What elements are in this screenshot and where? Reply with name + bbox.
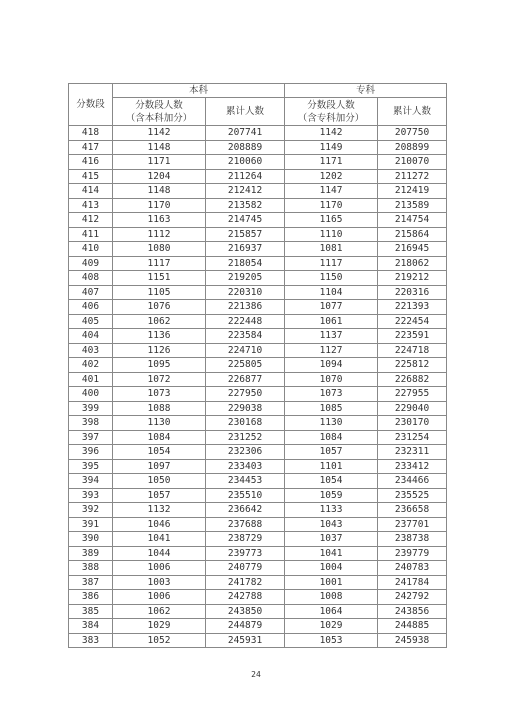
zhuanke-cumulative-cell: 225812 <box>378 358 447 373</box>
table-row <box>69 358 447 373</box>
table-row <box>69 126 447 141</box>
zhuanke-cumulative-cell: 238738 <box>378 532 447 547</box>
benke-count-cell: 1029 <box>113 619 206 634</box>
score-cell: 415 <box>69 169 113 184</box>
score-cell: 407 <box>69 285 113 300</box>
benke-cumulative-cell: 237688 <box>206 517 285 532</box>
score-cell: 390 <box>69 532 113 547</box>
zhuanke-cumulative-cell: 215864 <box>378 227 447 242</box>
zhuanke-cumulative-cell: 240783 <box>378 561 447 576</box>
zhuanke-count-cell: 1001 <box>285 575 378 590</box>
benke-cumulative-cell: 207741 <box>206 126 285 141</box>
zhuanke-count-cell: 1171 <box>285 155 378 170</box>
benke-cumulative-cell: 216937 <box>206 242 285 257</box>
benke-cumulative-cell: 235510 <box>206 488 285 503</box>
benke-count-cell: 1151 <box>113 271 206 286</box>
score-cell: 418 <box>69 126 113 141</box>
zhuanke-count-cell: 1077 <box>285 300 378 315</box>
zhuanke-count-cell: 1064 <box>285 604 378 619</box>
score-cell: 401 <box>69 372 113 387</box>
zhuanke-cumulative-cell: 219212 <box>378 271 447 286</box>
table-row <box>69 387 447 402</box>
benke-cumulative-cell: 238729 <box>206 532 285 547</box>
header-benke-cumulative: 累计人数 <box>206 98 285 126</box>
score-cell: 405 <box>69 314 113 329</box>
zhuanke-count-cell: 1053 <box>285 633 378 648</box>
header-zhuanke-count-line2: （含专科加分） <box>297 112 365 124</box>
benke-cumulative-cell: 211264 <box>206 169 285 184</box>
zhuanke-count-cell: 1130 <box>285 416 378 431</box>
zhuanke-cumulative-cell: 230170 <box>378 416 447 431</box>
score-cell: 412 <box>69 213 113 228</box>
zhuanke-count-cell: 1149 <box>285 140 378 155</box>
zhuanke-cumulative-cell: 239779 <box>378 546 447 561</box>
table-row <box>69 285 447 300</box>
score-cell: 395 <box>69 459 113 474</box>
zhuanke-count-cell: 1142 <box>285 126 378 141</box>
zhuanke-cumulative-cell: 232311 <box>378 445 447 460</box>
header-zhuanke-cumulative: 累计人数 <box>378 98 447 126</box>
table-row <box>69 503 447 518</box>
header-score-band: 分数段 <box>69 84 113 126</box>
benke-cumulative-cell: 212412 <box>206 184 285 199</box>
zhuanke-count-cell: 1043 <box>285 517 378 532</box>
zhuanke-cumulative-cell: 237701 <box>378 517 447 532</box>
table-row <box>69 401 447 416</box>
table-row <box>69 300 447 315</box>
table-row <box>69 329 447 344</box>
table-row <box>69 619 447 634</box>
table-row <box>69 474 447 489</box>
score-cell: 397 <box>69 430 113 445</box>
benke-count-cell: 1003 <box>113 575 206 590</box>
benke-cumulative-cell: 225805 <box>206 358 285 373</box>
benke-cumulative-cell: 233403 <box>206 459 285 474</box>
zhuanke-cumulative-cell: 224718 <box>378 343 447 358</box>
header-benke-count-line2: （含本科加分） <box>125 112 193 124</box>
zhuanke-count-cell: 1110 <box>285 227 378 242</box>
header-benke-count-line1: 分数段人数 <box>135 99 183 111</box>
benke-cumulative-cell: 224710 <box>206 343 285 358</box>
zhuanke-count-cell: 1202 <box>285 169 378 184</box>
benke-cumulative-cell: 215857 <box>206 227 285 242</box>
benke-count-cell: 1062 <box>113 314 206 329</box>
zhuanke-count-cell: 1165 <box>285 213 378 228</box>
score-cell: 413 <box>69 198 113 213</box>
page-number: 24 <box>251 670 261 679</box>
benke-cumulative-cell: 243850 <box>206 604 285 619</box>
score-cell: 398 <box>69 416 113 431</box>
score-cell: 409 <box>69 256 113 271</box>
zhuanke-count-cell: 1127 <box>285 343 378 358</box>
score-cell: 416 <box>69 155 113 170</box>
zhuanke-cumulative-cell: 229040 <box>378 401 447 416</box>
benke-count-cell: 1088 <box>113 401 206 416</box>
score-cell: 414 <box>69 184 113 199</box>
benke-count-cell: 1170 <box>113 198 206 213</box>
score-cell: 400 <box>69 387 113 402</box>
table-row <box>69 227 447 242</box>
table-row <box>69 517 447 532</box>
zhuanke-cumulative-cell: 218062 <box>378 256 447 271</box>
zhuanke-cumulative-cell: 242792 <box>378 590 447 605</box>
zhuanke-count-cell: 1170 <box>285 198 378 213</box>
score-cell: 385 <box>69 604 113 619</box>
zhuanke-count-cell: 1029 <box>285 619 378 634</box>
header-zhuanke-count <box>285 98 378 126</box>
table-row <box>69 590 447 605</box>
zhuanke-count-cell: 1084 <box>285 430 378 445</box>
zhuanke-count-cell: 1073 <box>285 387 378 402</box>
zhuanke-count-cell: 1059 <box>285 488 378 503</box>
benke-cumulative-cell: 219205 <box>206 271 285 286</box>
table-row <box>69 242 447 257</box>
zhuanke-count-cell: 1070 <box>285 372 378 387</box>
table-row <box>69 604 447 619</box>
benke-cumulative-cell: 230168 <box>206 416 285 431</box>
benke-count-cell: 1057 <box>113 488 206 503</box>
benke-cumulative-cell: 240779 <box>206 561 285 576</box>
zhuanke-cumulative-cell: 208899 <box>378 140 447 155</box>
benke-count-cell: 1132 <box>113 503 206 518</box>
benke-cumulative-cell: 232306 <box>206 445 285 460</box>
benke-cumulative-cell: 226877 <box>206 372 285 387</box>
table-row <box>69 445 447 460</box>
benke-cumulative-cell: 244879 <box>206 619 285 634</box>
benke-count-cell: 1044 <box>113 546 206 561</box>
score-cell: 406 <box>69 300 113 315</box>
score-cell: 394 <box>69 474 113 489</box>
benke-cumulative-cell: 242788 <box>206 590 285 605</box>
score-cell: 399 <box>69 401 113 416</box>
table-row <box>69 430 447 445</box>
zhuanke-count-cell: 1004 <box>285 561 378 576</box>
table-row <box>69 459 447 474</box>
benke-cumulative-cell: 229038 <box>206 401 285 416</box>
benke-count-cell: 1073 <box>113 387 206 402</box>
table-row <box>69 140 447 155</box>
zhuanke-count-cell: 1094 <box>285 358 378 373</box>
zhuanke-count-cell: 1101 <box>285 459 378 474</box>
benke-count-cell: 1006 <box>113 590 206 605</box>
zhuanke-cumulative-cell: 241784 <box>378 575 447 590</box>
zhuanke-cumulative-cell: 245938 <box>378 633 447 648</box>
table-body <box>69 126 447 648</box>
table-row <box>69 546 447 561</box>
benke-count-cell: 1097 <box>113 459 206 474</box>
zhuanke-count-cell: 1147 <box>285 184 378 199</box>
score-cell: 417 <box>69 140 113 155</box>
zhuanke-count-cell: 1117 <box>285 256 378 271</box>
zhuanke-cumulative-cell: 243856 <box>378 604 447 619</box>
zhuanke-count-cell: 1104 <box>285 285 378 300</box>
zhuanke-count-cell: 1085 <box>285 401 378 416</box>
benke-cumulative-cell: 241782 <box>206 575 285 590</box>
zhuanke-cumulative-cell: 227955 <box>378 387 447 402</box>
zhuanke-cumulative-cell: 220316 <box>378 285 447 300</box>
benke-count-cell: 1142 <box>113 126 206 141</box>
benke-count-cell: 1052 <box>113 633 206 648</box>
benke-count-cell: 1050 <box>113 474 206 489</box>
zhuanke-cumulative-cell: 231254 <box>378 430 447 445</box>
score-cell: 393 <box>69 488 113 503</box>
benke-cumulative-cell: 227950 <box>206 387 285 402</box>
header-group-zhuanke: 专科 <box>285 84 447 98</box>
score-cell: 392 <box>69 503 113 518</box>
zhuanke-count-cell: 1054 <box>285 474 378 489</box>
score-cell: 389 <box>69 546 113 561</box>
benke-count-cell: 1041 <box>113 532 206 547</box>
score-cell: 396 <box>69 445 113 460</box>
table-row <box>69 343 447 358</box>
score-distribution-table <box>68 83 447 648</box>
benke-count-cell: 1080 <box>113 242 206 257</box>
zhuanke-cumulative-cell: 211272 <box>378 169 447 184</box>
zhuanke-count-cell: 1041 <box>285 546 378 561</box>
zhuanke-count-cell: 1081 <box>285 242 378 257</box>
table-row <box>69 633 447 648</box>
benke-cumulative-cell: 245931 <box>206 633 285 648</box>
zhuanke-count-cell: 1037 <box>285 532 378 547</box>
benke-cumulative-cell: 208889 <box>206 140 285 155</box>
score-cell: 383 <box>69 633 113 648</box>
zhuanke-count-cell: 1137 <box>285 329 378 344</box>
score-cell: 408 <box>69 271 113 286</box>
zhuanke-cumulative-cell: 214754 <box>378 213 447 228</box>
zhuanke-count-cell: 1057 <box>285 445 378 460</box>
zhuanke-cumulative-cell: 212419 <box>378 184 447 199</box>
header-zhuanke-count-line1: 分数段人数 <box>307 99 355 111</box>
table-row <box>69 372 447 387</box>
benke-count-cell: 1163 <box>113 213 206 228</box>
benke-count-cell: 1204 <box>113 169 206 184</box>
benke-count-cell: 1095 <box>113 358 206 373</box>
score-cell: 402 <box>69 358 113 373</box>
score-cell: 411 <box>69 227 113 242</box>
benke-count-cell: 1148 <box>113 140 206 155</box>
zhuanke-cumulative-cell: 236658 <box>378 503 447 518</box>
header-group-benke: 本科 <box>113 84 285 98</box>
table-row <box>69 314 447 329</box>
benke-cumulative-cell: 234453 <box>206 474 285 489</box>
table-row <box>69 561 447 576</box>
table-row <box>69 271 447 286</box>
zhuanke-cumulative-cell: 221393 <box>378 300 447 315</box>
zhuanke-cumulative-cell: 207750 <box>378 126 447 141</box>
benke-count-cell: 1046 <box>113 517 206 532</box>
zhuanke-cumulative-cell: 234466 <box>378 474 447 489</box>
zhuanke-cumulative-cell: 213589 <box>378 198 447 213</box>
score-cell: 391 <box>69 517 113 532</box>
score-cell: 410 <box>69 242 113 257</box>
zhuanke-count-cell: 1008 <box>285 590 378 605</box>
benke-cumulative-cell: 214745 <box>206 213 285 228</box>
table-row <box>69 416 447 431</box>
score-cell: 404 <box>69 329 113 344</box>
benke-cumulative-cell: 218054 <box>206 256 285 271</box>
table-row <box>69 155 447 170</box>
benke-count-cell: 1126 <box>113 343 206 358</box>
benke-cumulative-cell: 221386 <box>206 300 285 315</box>
zhuanke-cumulative-cell: 244885 <box>378 619 447 634</box>
benke-cumulative-cell: 236642 <box>206 503 285 518</box>
score-cell: 386 <box>69 590 113 605</box>
benke-cumulative-cell: 239773 <box>206 546 285 561</box>
zhuanke-count-cell: 1061 <box>285 314 378 329</box>
benke-cumulative-cell: 210060 <box>206 155 285 170</box>
table-row <box>69 488 447 503</box>
score-cell: 384 <box>69 619 113 634</box>
score-cell: 388 <box>69 561 113 576</box>
benke-count-cell: 1072 <box>113 372 206 387</box>
benke-count-cell: 1112 <box>113 227 206 242</box>
benke-count-cell: 1148 <box>113 184 206 199</box>
score-cell: 387 <box>69 575 113 590</box>
benke-cumulative-cell: 213582 <box>206 198 285 213</box>
zhuanke-count-cell: 1133 <box>285 503 378 518</box>
zhuanke-cumulative-cell: 235525 <box>378 488 447 503</box>
benke-count-cell: 1054 <box>113 445 206 460</box>
header-benke-count <box>113 98 206 126</box>
table-row <box>69 198 447 213</box>
benke-cumulative-cell: 223584 <box>206 329 285 344</box>
benke-count-cell: 1062 <box>113 604 206 619</box>
zhuanke-cumulative-cell: 223591 <box>378 329 447 344</box>
benke-count-cell: 1006 <box>113 561 206 576</box>
zhuanke-count-cell: 1150 <box>285 271 378 286</box>
score-cell: 403 <box>69 343 113 358</box>
zhuanke-cumulative-cell: 222454 <box>378 314 447 329</box>
benke-count-cell: 1171 <box>113 155 206 170</box>
zhuanke-cumulative-cell: 226882 <box>378 372 447 387</box>
zhuanke-cumulative-cell: 210070 <box>378 155 447 170</box>
benke-cumulative-cell: 220310 <box>206 285 285 300</box>
benke-count-cell: 1105 <box>113 285 206 300</box>
benke-cumulative-cell: 231252 <box>206 430 285 445</box>
table-row <box>69 575 447 590</box>
benke-count-cell: 1130 <box>113 416 206 431</box>
benke-count-cell: 1076 <box>113 300 206 315</box>
zhuanke-cumulative-cell: 233412 <box>378 459 447 474</box>
table-row <box>69 532 447 547</box>
zhuanke-cumulative-cell: 216945 <box>378 242 447 257</box>
benke-cumulative-cell: 222448 <box>206 314 285 329</box>
table-row <box>69 213 447 228</box>
benke-count-cell: 1084 <box>113 430 206 445</box>
table-row <box>69 169 447 184</box>
benke-count-cell: 1117 <box>113 256 206 271</box>
benke-count-cell: 1136 <box>113 329 206 344</box>
table-row <box>69 184 447 199</box>
table-row <box>69 256 447 271</box>
